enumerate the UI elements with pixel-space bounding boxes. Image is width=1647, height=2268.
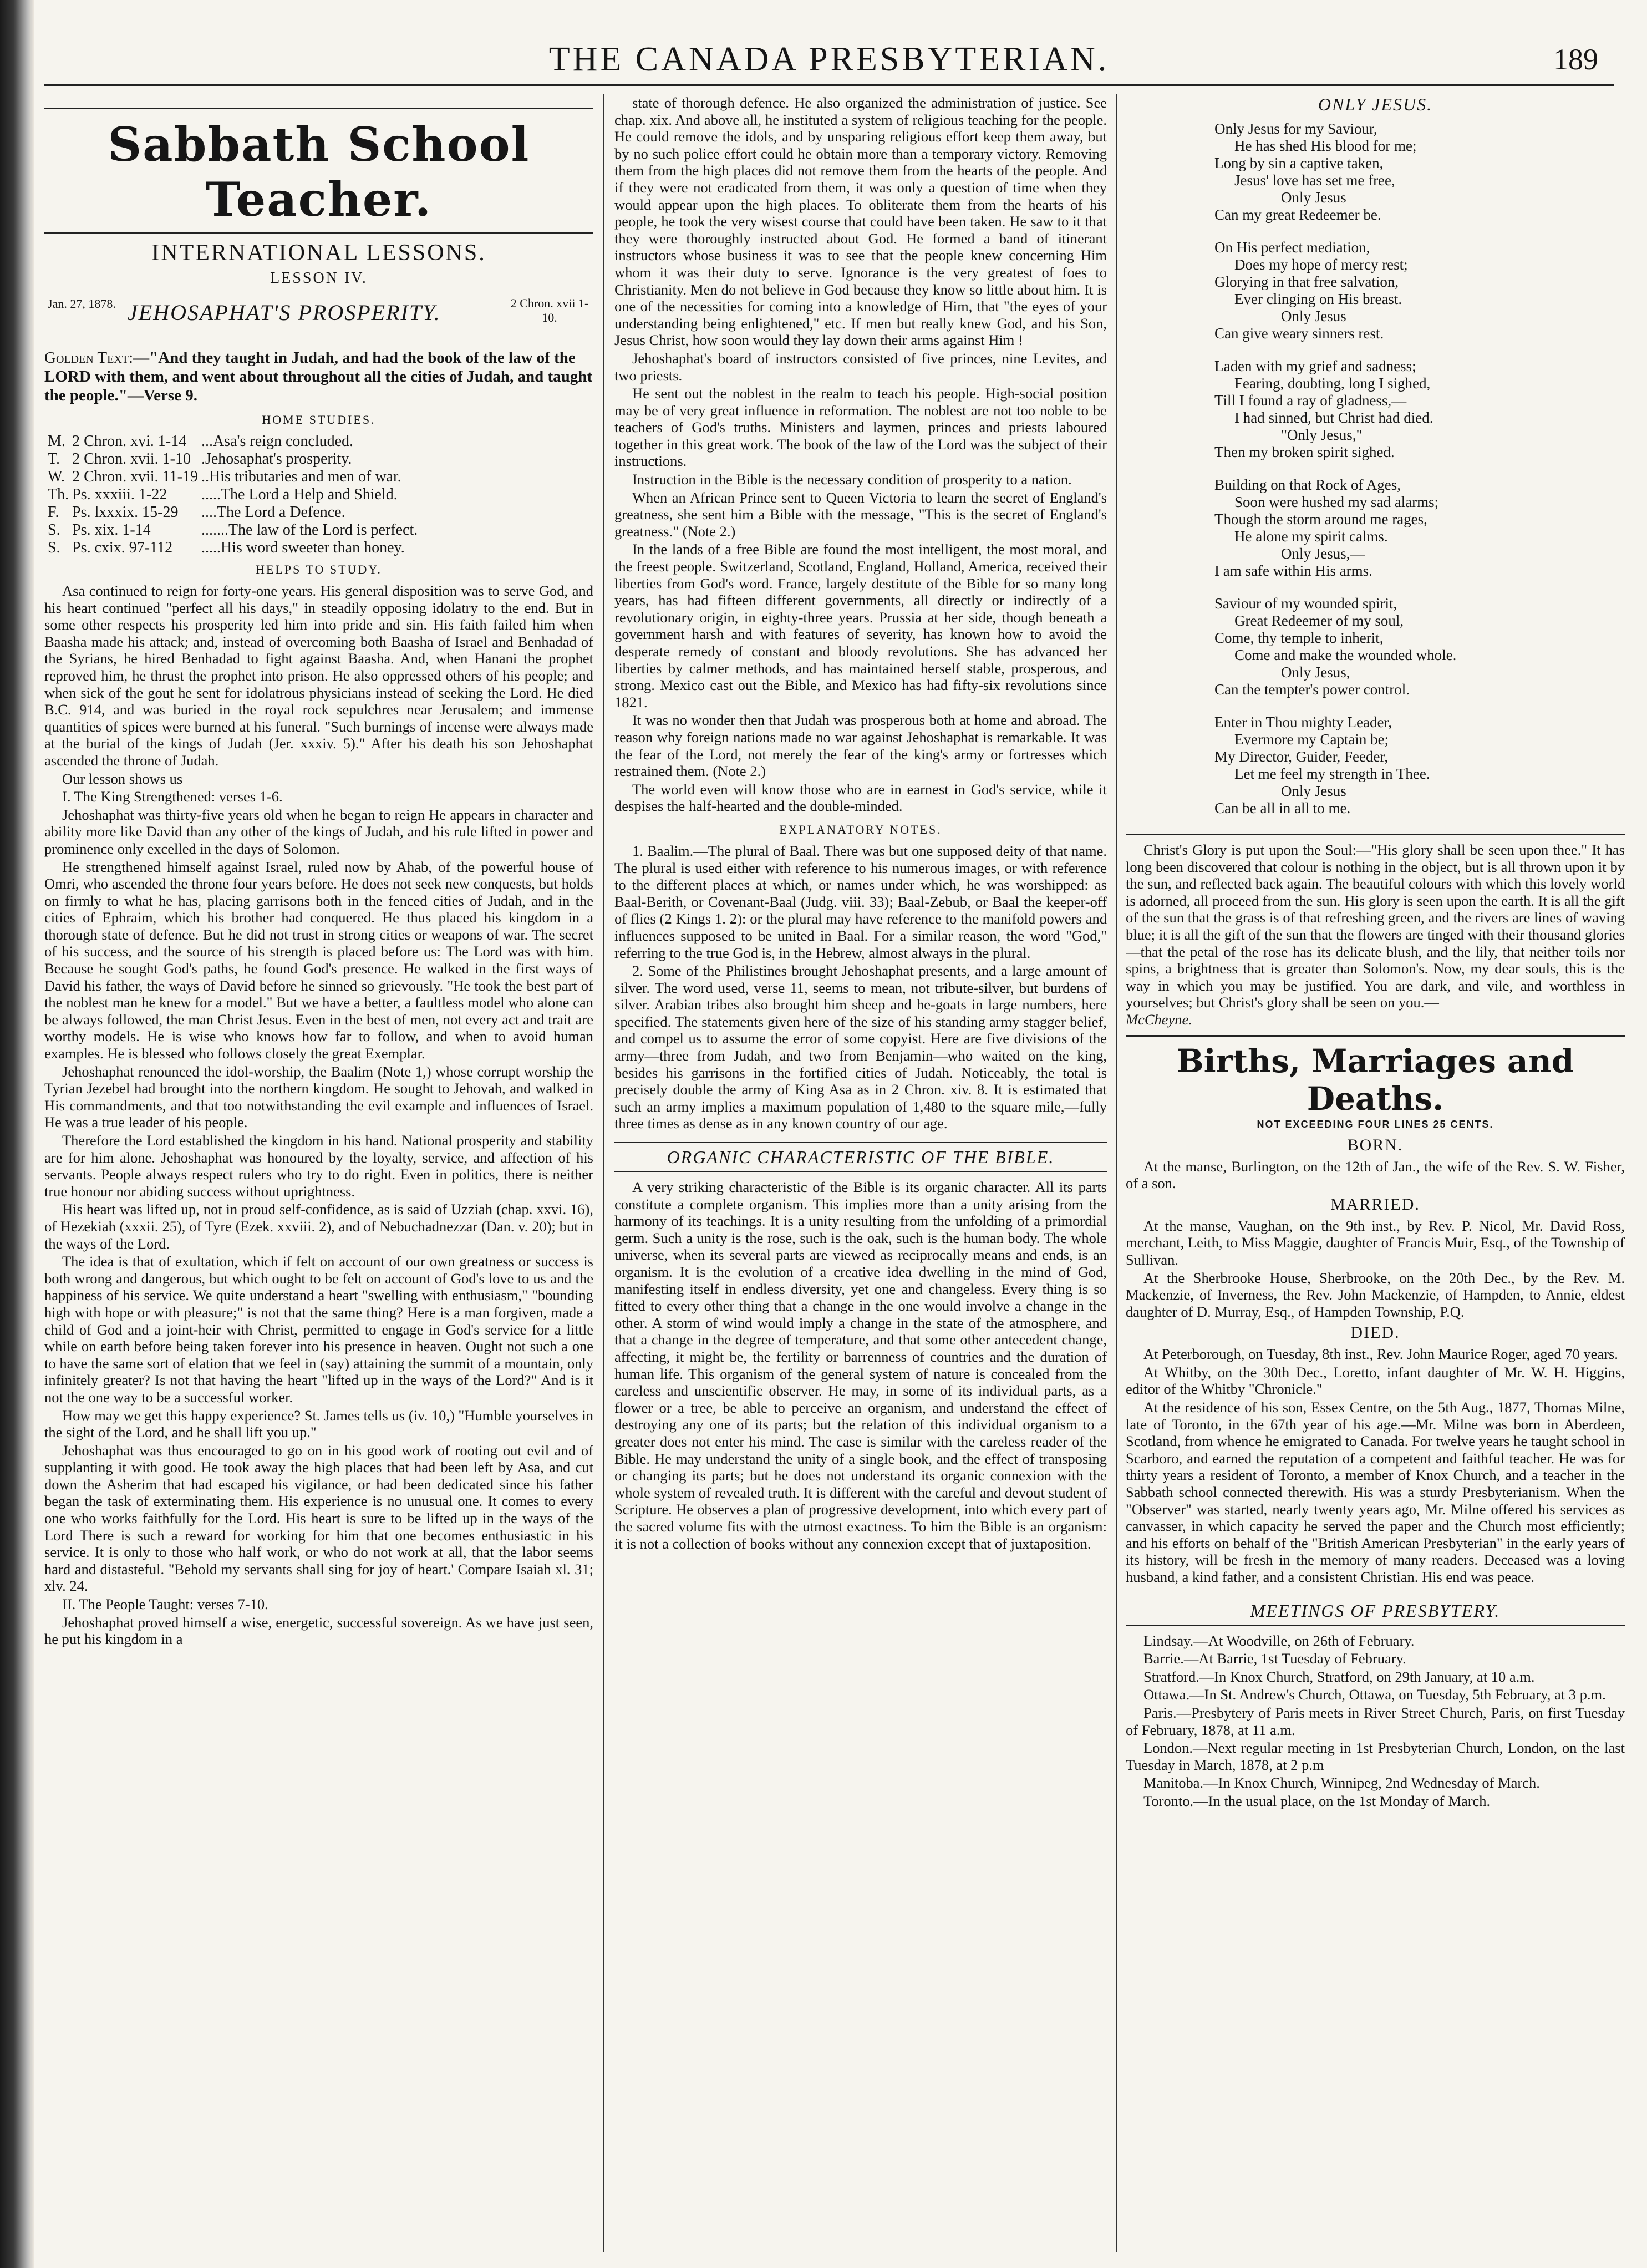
died-list — [1126, 1346, 1625, 1585]
death-notice: At the residence of his son, Essex Centre, on the 5th Aug., 1877, Thomas Milne, late of Toronto, in the 67th year of his age.—Mr. Milne was born in Aberdeen, Scotland, from whence he emigrated to Canada. For twelve years he taught school in Scarboro, and earned the reputation of a competent and faithful teacher. He was for thirty years a resident of Toronto, a member of Knox Church, and a teacher in the Sabbath school connected therewith. His was a sturdy Presbyterianism. When the "Observer" was started, nearly twenty years ago, Mr. Milne offered his services as canvasser, in which capacity he served the paper and the Church most efficiently; and his efforts on behalf of the "British American Presbyterian" in the early years of its history, will be fresh in the memory of many readers. Deceased was a loving husband, a kind father, and a consistent Christian. His end was peace. — [1126, 1399, 1625, 1585]
poem-line: Let me feel my strength in Thee. — [1234, 765, 1430, 782]
paragraph: A very striking characteristic of the Bible is its organic character. All its parts constitute a complete organism. This implies more than a unity arising from the harmony of its teachings. It is a unity resulting from the unfolding of a primordial germ. Such a unity is the rose, such is the oak, such is the human body. The whole universe, when its several parts are viewed as reciprocally means and ends, is an organism. It is the evolution of a creative idea dwelling in the mind of God, manifesting itself in endless diversity, yet one and changeless. Every thing is so fitted to every other thing that a change in the one would involve a change in the other. A storm of wind would imply a change in the state of the atmosphere, and that a change in the degree of temperature, and that some other antecedent change, affecting, it might be, the fertility or barrenness of countries and the duration of human life. This organism of the general system of nature is concealed from the careless and unscientific observer. He may, in some of its individual parts, as a flower or a tree, be able to perceive an organism, and understand the effect of destroying any one of its parts; but the relation of this individual organism to a greater does not enter his mind. The case is similar with the careless reader of the Bible. He may understand the unity of a single book, and the effect of transposing or changing its parts; but he does not understand its organic connexion with the whole system of revealed truth. It is different with the careful and devout student of Scripture. He observes a plan of progressive development, into which every part of the sacred volume fits with the utmost exactness. To him the Bible is an organism: it is not a collection of books without any connexion except that of juxtaposition. — [614, 1179, 1107, 1552]
home-study-desc: .......The law of the Lord is perfect. — [201, 521, 418, 539]
home-study-day: T. — [48, 450, 60, 468]
poem — [1214, 120, 1625, 817]
newspaper-title: THE CANADA PRESBYTERIAN. — [548, 40, 1110, 78]
paragraph: The world even will know those who are in earnest in God's service, while it despises the half-hearted and the double-minded. — [614, 780, 1107, 815]
home-study-ref: 2 Chron. xvi. 1-14 — [72, 433, 187, 450]
home-study-ref: Ps. xix. 1-14 — [72, 521, 151, 539]
column-1 — [44, 94, 593, 2257]
paragraph: I. The King Strengthened: verses 1-6. — [62, 788, 283, 805]
paragraph: Jehoshaphat was thus encouraged to go on in his good work of rooting out evil and of supplanting it with good. He took away the high places that had been left by Asa, and cut down the Asherim that had escaped his vigilance, or had been dedicated since his father began the task of exterminating them. His experience is no unusual one. It comes to every one who works faithfully for the Lord. His heart is sure to be lifted up in the ways of the Lord There is such a reward for working for him that one becomes enthusiastic in his service. It is only to those who half work, or who do not work at all, that the labor seems hard and distasteful. "Behold my servants shall sing for joy of heart.' Compare Isaiah xl. 31; xlv. 24. — [44, 1442, 593, 1595]
poem-line: Great Redeemer of my soul, — [1234, 612, 1404, 629]
poem-line: Ever clinging on His breast. — [1234, 291, 1402, 307]
born-heading: BORN. — [1347, 1135, 1404, 1154]
paragraph: Our lesson shows us — [62, 770, 183, 787]
column-3 — [1126, 94, 1625, 2257]
home-study-desc: ..His tributaries and men of war. — [201, 468, 401, 485]
home-study-ref: Ps. lxxxix. 15-29 — [72, 504, 179, 521]
column-2 — [614, 94, 1107, 2257]
golden-text-body: —"And they taught in Judah, and had the book of the law of the LORD with them, and went about throughout all the cities of Judah, and taught the people."—Verse 9. — [44, 349, 593, 404]
bmd-title: Births, Marriages and Deaths. — [1126, 1035, 1625, 1118]
home-study-row — [48, 433, 421, 450]
poem-line: Long by sin a captive taken, — [1214, 155, 1384, 171]
glory-author: McCheyne. — [1126, 1011, 1192, 1028]
paragraph: The idea is that of exultation, which if felt on account of our own greatness or success is both wrong and dangerous, but which ought to be felt on account of God's love to us and the happiness of his service. We quite understand a heart "swelling with enthusiasm," "bounding high with hope or with pleasure;" is not that the same thing? Here is a man forgiven, made a child of God and a joint-heir with Christ, permitted to engage in God's service for a little while on earth before being taken forever into his presence in heaven. Ought not such a one to have the same sort of elation that we feel in (say) attaining the summit of a mountain, only infinitely greater? Is not that having the heart "lifted up in the ways of the Lord?" And is it not the one way to be a successful worker. — [44, 1253, 593, 1406]
poem-line: Soon were hushed my sad alarms; — [1234, 494, 1439, 510]
poem-stanza — [1214, 239, 1625, 342]
paragraph: He strengthened himself against Israel, ruled now by Ahab, of the powerful house of Omri, who ascended the throne four years before. He does not seek new conquests, but holds on firmly to what he has, placing garrisons both in the fenced cities of Judah, and in the cities of Ephraim, which his brother had conquered. He thus placed his kingdom in a thorough state of defence. But he did not trust in strong cities or weapons of war. The secret of his success, and the source of his strength is placed before us: The Lord was with him. Because he sought God's paths, he found God's presence. He walked in the first ways of David his father, the ways of David before he sinned so grievously. "He took the best part of the noblest man he knew for a model." But we have a better, a faultless model who alone can be always followed, the man Christ Jesus. Even in the best of men, not every act and trait are worthy models. He is wise who knows how far to follow, and when to avoid human examples. He is blessed who follows closely the great Exemplar. — [44, 858, 593, 1062]
home-study-day: M. — [48, 433, 65, 450]
poem-line: Though the storm around me rages, — [1214, 511, 1427, 527]
poem-line: Can the tempter's power control. — [1214, 681, 1410, 698]
poem-line: Only Jesus, — [1281, 664, 1350, 681]
poem-line: Come, thy temple to inherit, — [1214, 630, 1384, 646]
poem-line: Only Jesus — [1281, 308, 1346, 324]
golden-text — [44, 348, 593, 405]
poem-line: Till I found a ray of gladness,— — [1214, 392, 1407, 409]
paragraph: Asa continued to reign for forty-one years. His general disposition was to serve God, and his heart continued "perfect all his days," in steadily opposing idolatry to the end. But in some other respects his prosperity led him into pride and sin. His faith failed him when Baasha made his attack; and, instead of overcoming both Baasha of Israel and Benhadad of the Syrians, he hired Benhadad to fight against Baasha. And, when Hanani the prophet reproved him, he thrust the prophet into prison. He also oppressed others of his people; and when sick of the gout he sent for idolatrous physicians instead of seeking the Lord. He died B.C. 914, and was buried in the royal rock sepulchres near Jerusalem; and immense quantities of spices were burned at his funeral. "Such burnings of incense were always made at the burial of the kings of Judah (Jer. xxxiv. 5)." After his death his son Jehoshaphat ascended the throne of Judah. — [44, 582, 593, 769]
home-study-row — [48, 450, 421, 468]
poem-stanza — [1214, 714, 1625, 817]
poem-line: Enter in Thou mighty Leader, — [1214, 714, 1392, 730]
meeting-notice: Stratford.—In Knox Church, Stratford, on 29th January, at 10 a.m. — [1143, 1668, 1535, 1685]
glory-text: Christ's Glory is put upon the Soul:—"His glory shall be seen upon thee." It has long been discovered that colour is nothing in the object, but is all thrown upon it by the sun, and reflected back again. The beautiful colours with which this lovely world is adorned, all proceed from the sun. His glory is seen upon the earth. It is all the gift of the sun that the grass is of that refreshing green, and the rivers are lines of waving blue; it is all the gift of the sun that the flowers are tinged with their thousand glories—that the petal of the rose has its delicate blush, and the lily, that neither toils nor spins, a brightness that is greater than Solomon's. Now, my dear souls, this is the way in which you may be justified. You are dark, and vile, and worthless in yourselves; but Christ's glory shall be seen on you.— — [1126, 841, 1625, 1011]
section-title: INTERNATIONAL LESSONS. — [151, 240, 486, 266]
home-study-day: Th. — [48, 486, 69, 503]
paragraph: His heart was lifted up, not in proud self-confidence, as is said of Uzziah (chap. xxvi. 16), of Hezekiah (xxxii. 25), of Tyre (Ezek. xxviii. 2), and of Nebuchadnezzar (Dan. v. 20); but in the ways of the Lord. — [44, 1201, 593, 1252]
home-study-row — [48, 504, 421, 521]
explanatory-notes — [614, 843, 1107, 1132]
home-studies-table — [48, 433, 421, 557]
poem-line: Glorying in that free salvation, — [1214, 273, 1399, 290]
died-heading: DIED. — [1350, 1323, 1400, 1342]
poem-line: Can be all in all to me. — [1214, 800, 1351, 816]
married-notice: At the Sherbrooke House, Sherbrooke, on the 20th Dec., by the Rev. M. Mackenzie, of Inverness, the Rev. John Mackenzie, of Hampden, to Annie, eldest daughter of D. Murray, Esq., of Hampden Township, P.Q. — [1126, 1269, 1625, 1320]
lesson-title: JEHOSAPHAT'S PROSPERITY. — [128, 300, 441, 325]
poem-line: Jesus' love has set me free, — [1234, 172, 1395, 189]
poem-line: Only Jesus for my Saviour, — [1214, 120, 1377, 137]
meeting-notice: Lindsay.—At Woodville, on 26th of February. — [1143, 1632, 1415, 1649]
married-heading: MARRIED. — [1330, 1195, 1420, 1214]
home-study-ref: 2 Chron. xvii. 11-19 — [72, 468, 198, 485]
paragraph: II. The People Taught: verses 7-10. — [62, 1596, 268, 1613]
poem-title: ONLY JESUS. — [1318, 94, 1433, 114]
paragraph: Jehoshaphat proved himself a wise, energetic, successful sovereign. As we have just seen, he put his kingdom in a — [44, 1614, 593, 1648]
home-study-row — [48, 539, 421, 557]
column-rule — [603, 94, 604, 2252]
poem-line: I had sinned, but Christ had died. — [1234, 409, 1434, 426]
poem-line: Can give weary sinners rest. — [1214, 325, 1384, 342]
paragraph: When an African Prince sent to Queen Victoria to learn the secret of England's greatness, she sent him a Bible with the message, "This is the secret of England's greatness." (Note 2.) — [614, 489, 1107, 540]
poem-line: Building on that Rock of Ages, — [1214, 476, 1401, 493]
meeting-notice: Toronto.—In the usual place, on the 1st Monday of March. — [1143, 1792, 1491, 1809]
poem-line: Fearing, doubting, long I sighed, — [1234, 375, 1431, 392]
paragraph: In the lands of a free Bible are found the most intelligent, the most moral, and the freest people. Switzerland, Scotland, England, Holland, America, received their liberties from God's word. France, largely destitute of the Bible for so many long years, has had fifteen different governments, all directly or indirectly of a revolutionary origin, in eighty-three years. Prussia at her side, though beneath a government harsh and with features of severity, has known how to avoid the desperate remedy of constant and bloody revolutions. She has advanced her liberties by calmer methods, and has maintained herself stable, prosperous, and strong. Mexico cast out the Bible, and Mexico has had fifty-six revolutions since 1821. — [614, 541, 1107, 711]
lesson-number: LESSON IV. — [270, 270, 368, 287]
born-notice: At the manse, Burlington, on the 12th of Jan., the wife of the Rev. S. W. Fisher, of a son. — [1126, 1158, 1625, 1192]
poem-stanza — [1214, 476, 1625, 580]
home-study-day: S. — [48, 539, 60, 556]
meetings-title: MEETINGS OF PRESBYTERY. — [1126, 1595, 1625, 1626]
paragraph: state of thorough defence. He also organized the administration of justice. See chap. xix. And above all, he instituted a system of religious teaching for the people. He could remove the idols, and by unsparing religious effort keep them away, but by no such police effort could he obtain more than a temporary victory. Removing them from the high places did not remove them from the hearts of the people. And if they were not eradicated from them, it was only a question of time when they would appear upon the high places. To obliterate them from the hearts of his people, he took the very wisest course that could have been taken. He saw to it that they were thoroughly instructed about God. He formed a band of itinerant instructors whose business it was to see that the people knew concerning Him whom it was their duty to serve. Ignorance is the very greatest of foes to Christianity. Men do not believe in God because they know so little about him. It is one of the necessities for coming into a knowledge of Him, that "the eyes of your understanding being enlightened," etc. If men but really knew God, and his Son, Jesus Christ, how soon would they lay down their arms against Him ! — [614, 94, 1107, 349]
glory-paragraph — [1126, 834, 1625, 1028]
home-study-desc: .Jehosaphat's prosperity. — [201, 450, 352, 468]
meeting-notice: Ottawa.—In St. Andrew's Church, Ottawa, on Tuesday, 5th February, at 3 p.m. — [1143, 1686, 1606, 1703]
poem-stanza — [1214, 595, 1625, 698]
page-number: 189 — [1553, 43, 1598, 76]
home-study-ref: 2 Chron. xvii. 1-10 — [72, 450, 191, 468]
home-studies-heading: HOME STUDIES. — [262, 413, 376, 427]
poem-line: Only Jesus,— — [1281, 545, 1365, 562]
home-study-day: S. — [48, 521, 60, 539]
poem-line: Then my broken spirit sighed. — [1214, 444, 1395, 460]
poem-line: He has shed His blood for me; — [1234, 138, 1417, 154]
poem-line: I am safe within His arms. — [1214, 562, 1372, 579]
home-study-row — [48, 521, 421, 539]
home-study-row — [48, 468, 421, 486]
bmd-rate: NOT EXCEEDING FOUR LINES 25 CENTS. — [1257, 1118, 1494, 1130]
home-study-day: W. — [48, 468, 65, 485]
paragraph: It was no wonder then that Judah was prosperous both at home and abroad. The reason why foreign nations made no war against Jehoshaphat is remarkable. It was the fear of the Lord, not merely the fear of the king's army or fortresses which restrained them. (Note 2.) — [614, 712, 1107, 780]
golden-text-label: Golden Text: — [44, 349, 134, 367]
lesson-body-continued — [614, 94, 1107, 815]
poem-line: On His perfect mediation, — [1214, 239, 1370, 256]
death-notice: At Peterborough, on Tuesday, 8th inst., Rev. John Maurice Roger, aged 70 years. — [1143, 1346, 1618, 1363]
paragraph: Instruction in the Bible is the necessary condition of prosperity to a nation. — [632, 471, 1072, 488]
explanatory-note: 1. Baalim.—The plural of Baal. There was but one supposed deity of that name. The plural is used either with reference to his numerous images, or with reference to the different places at which, or names under which, he was worshipped: as Baal-Berith, or Covenant-Baal (Judg. viii. 33); Baal-Zebub, or Baal the keeper-off of flies (2 Kings 1. 2): or the plural may have reference to the manifold powers and influences supposed to be united in Baal. For a similar reason, the word "God," referring to the true God is, in the Hebrew, almost always in the plural. — [614, 842, 1107, 961]
lesson-reference: 2 Chron. xvii 1-10. — [510, 296, 589, 324]
poem-line: Does my hope of mercy rest; — [1234, 256, 1408, 273]
section-masthead: Sabbath School Teacher. — [44, 108, 593, 234]
poem-line: Laden with my grief and sadness; — [1214, 358, 1416, 374]
home-study-row — [48, 486, 421, 504]
married-notice: At the manse, Vaughan, on the 9th inst., by Rev. P. Nicol, Mr. David Ross, merchant, Leith, to Miss Maggie, daughter of Francis Muir, Esq., of the Township of Sullivan. — [1126, 1217, 1625, 1268]
lesson-date: Jan. 27, 1878. — [48, 297, 116, 311]
home-study-ref: Ps. xxxiii. 1-22 — [72, 486, 167, 503]
paragraph: He sent out the noblest in the realm to teach his people. High-social position may be of very great influence in reformation. The noblest are not too noble to be teachers of God's truths. Ministers and laymen, princes and priests laboured together in this great work. The book of the law of the Lord was the subject of their instructions. — [614, 385, 1107, 470]
home-study-desc: .....His word sweeter than honey. — [201, 539, 405, 556]
poem-line: Evermore my Captain be; — [1234, 731, 1389, 748]
meeting-notice: Barrie.—At Barrie, 1st Tuesday of February. — [1143, 1650, 1406, 1667]
paragraph: Jehoshaphat's board of instructors consisted of five princes, nine Levites, and two priests. — [614, 349, 1107, 384]
home-study-day: F. — [48, 504, 59, 521]
article-body — [614, 1179, 1107, 1552]
death-notice: At Whitby, on the 30th Dec., Loretto, infant daughter of Mr. W. H. Higgins, editor of the Whitby "Chronicle." — [1126, 1363, 1625, 1398]
home-study-ref: Ps. cxix. 97-112 — [72, 539, 173, 556]
home-study-desc: ...Asa's reign concluded. — [201, 433, 354, 450]
paragraph: How may we get this happy experience? St. James tells us (iv. 10,) "Humble yourselves in the sight of the Lord, and he shall lift you up." — [44, 1407, 593, 1441]
meeting-notice: London.—Next regular meeting in 1st Presbyterian Church, London, on the last Tuesday in March, 1878, at 2 p.m — [1126, 1739, 1625, 1773]
poem-line: He alone my spirit calms. — [1234, 528, 1388, 545]
column-rule — [1116, 94, 1117, 2252]
paragraph: Jehoshaphat renounced the idol-worship, the Baalim (Note 1,) whose corrupt worship the Tyrian Jezebel had brought into the northern kingdom. He sought to Jehovah, and walked in His commandments, and that too notwithstanding the evil example and influences of Israel. He was a true leader of his people. — [44, 1063, 593, 1131]
running-head — [44, 40, 1614, 86]
poem-stanza — [1214, 358, 1625, 461]
poem-line: Only Jesus — [1281, 783, 1346, 799]
home-study-desc: .....The Lord a Help and Shield. — [201, 486, 398, 503]
poem-line: Come and make the wounded whole. — [1234, 647, 1457, 663]
poem-line: Saviour of my wounded spirit, — [1214, 595, 1397, 612]
home-study-desc: ....The Lord a Defence. — [201, 504, 345, 521]
article-title: ORGANIC CHARACTERISTIC OF THE BIBLE. — [614, 1141, 1107, 1172]
paragraph: Jehoshaphat was thirty-five years old when he began to reign He appears in character and ability more like David than any other of the kings of Judah, and his rule lifted in power and prominence only excelled in the days of Solomon. — [44, 806, 593, 857]
lesson-body — [44, 582, 593, 1648]
poem-line: Only Jesus — [1281, 189, 1346, 206]
meeting-notice: Manitoba.—In Knox Church, Winnipeg, 2nd Wednesday of March. — [1143, 1774, 1540, 1792]
binding-edge — [0, 0, 34, 2268]
poem-line: My Director, Guider, Feeder, — [1214, 748, 1389, 765]
meetings-list — [1126, 1632, 1625, 1810]
married-list — [1126, 1217, 1625, 1321]
lesson-heading — [44, 292, 593, 343]
meeting-notice: Paris.—Presbytery of Paris meets in River Street Church, Paris, on first Tuesday of February, 1878, at 11 a.m. — [1126, 1704, 1625, 1738]
born-list — [1126, 1158, 1625, 1192]
explanatory-note: 2. Some of the Philistines brought Jehoshaphat presents, and a large amount of silver. The word used, verse 11, seems to mean, not tribute-silver, but burdens of silver. Arabian tribes also brought him sheep and he-goats in large numbers, here specified. The statements given here of the size of his standing army stagger belief, and compel us to assume the error of some copyist. Here are five divisions of the army—three from Judah, and two from Benjamin—who waited on the king, besides his garrisons in the fortified cities of Judah. Noticeably, the total is precisely double the army of King Asa as in 2 Chron. xiv. 8. It is estimated that such an army implies a maximum population of 1,480 to the square mile,—fully three times as dense as in any known country of our age. — [614, 962, 1107, 1132]
poem-stanza — [1214, 120, 1625, 224]
helps-heading: HELPS TO STUDY. — [256, 562, 382, 576]
paragraph: Therefore the Lord established the kingdom in his hand. National prosperity and stability are for him alone. Jehoshaphat was honoured by the loyalty, service, and affection of his servants. People always respect rulers who try to do right. Even in politics, there is neither true honour nor abiding success without uprightness. — [44, 1132, 593, 1200]
poem-line: "Only Jesus," — [1281, 427, 1363, 443]
notes-heading: EXPLANATORY NOTES. — [779, 822, 942, 836]
poem-line: Can my great Redeemer be. — [1214, 206, 1381, 223]
